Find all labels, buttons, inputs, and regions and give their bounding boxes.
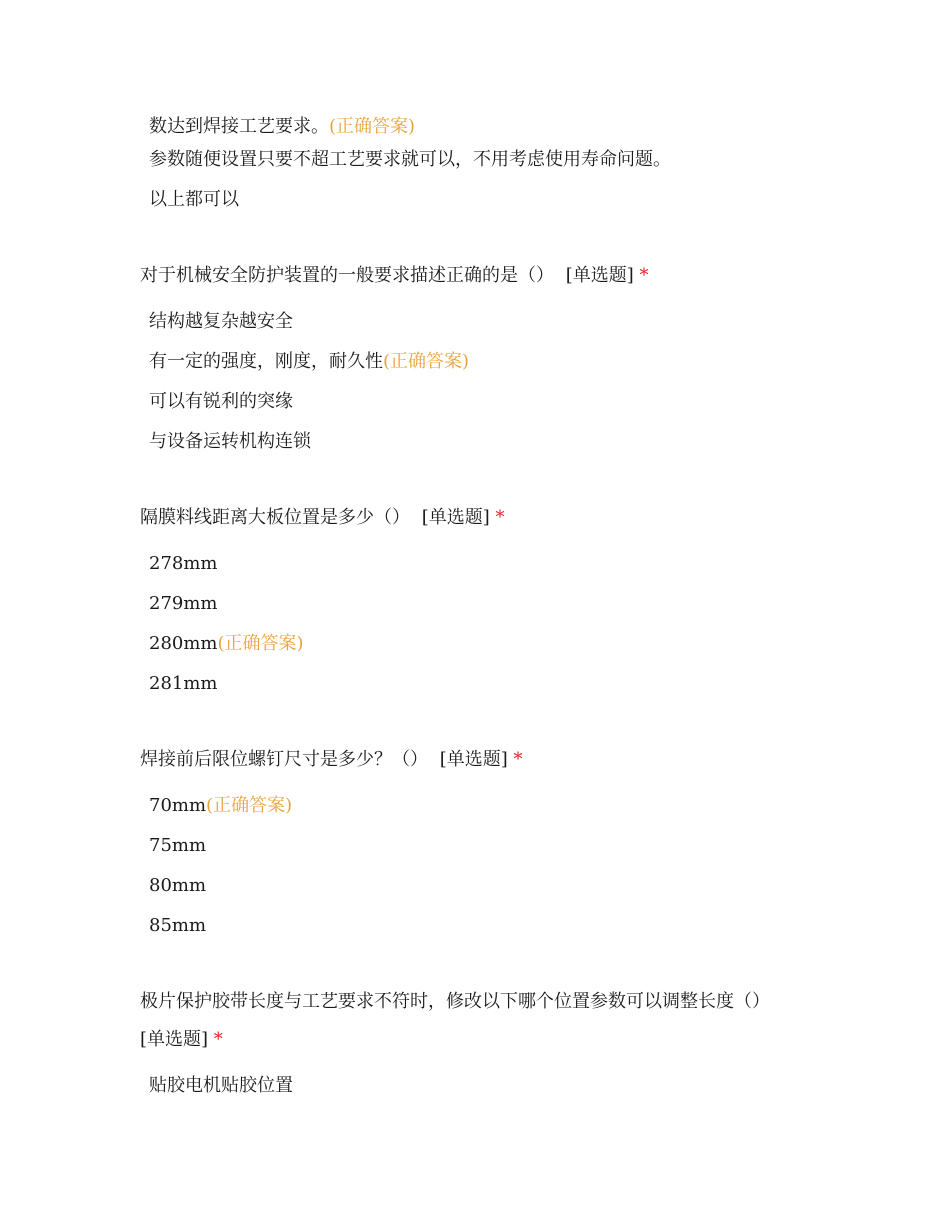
question-text: 极片保护胶带长度与工艺要求不符时，修改以下哪个位置参数可以调整长度（） [140,991,770,1012]
option [149,672,218,696]
option-text: 以上都可以 [149,189,239,210]
option-text: 75mm [149,835,207,856]
required-mark: * [513,749,523,770]
option-text: 可以有锐利的突缘 [149,391,293,412]
option [149,794,292,818]
question-text: 隔膜料线距离大板位置是多少（） [140,507,410,528]
correct-answer-tag: (正确答案) [383,351,470,372]
option-carryover-1 [149,115,415,139]
option-text: 280mm [149,633,218,654]
option [149,874,206,898]
question-type: [单选题] [140,1029,209,1050]
option [149,1074,293,1098]
question-title [140,506,505,530]
option [149,552,218,576]
option [149,310,293,334]
option [149,834,206,858]
option [149,390,293,414]
required-mark: * [495,507,505,528]
question-title [140,990,770,1014]
question-type: [单选题] [565,265,634,286]
option [149,914,206,938]
option [149,430,311,454]
option-text: 数达到焊接工艺要求。 [149,116,329,137]
option-text: 与设备运转机构连锁 [149,431,311,452]
correct-answer-tag: (正确答案) [217,633,304,654]
option-text: 85mm [149,915,207,936]
option-text: 281mm [149,673,218,694]
required-mark: * [213,1029,223,1050]
correct-answer-tag: (正确答案) [329,116,416,137]
required-mark: * [639,265,649,286]
option-text: 贴胶电机贴胶位置 [149,1075,293,1096]
question-type: [单选题] [421,507,490,528]
question-type: [单选题] [439,749,508,770]
option [149,632,304,656]
option-text: 有一定的强度，刚度，耐久性 [149,351,383,372]
question-text: 对于机械安全防护装置的一般要求描述正确的是（） [140,265,554,286]
option-carryover-3 [149,188,239,212]
option [149,592,218,616]
question-title-continued [140,1028,223,1052]
correct-answer-tag: (正确答案) [206,795,293,816]
option-text: 结构越复杂越安全 [149,311,293,332]
option-text: 参数随便设置只要不超工艺要求就可以，不用考虑使用寿命问题。 [149,149,671,170]
question-text: 焊接前后限位螺钉尺寸是多少？（） [140,749,428,770]
option-text: 278mm [149,553,218,574]
option-text: 279mm [149,593,218,614]
question-title [140,748,523,772]
option [149,350,469,374]
option-text: 70mm [149,795,207,816]
question-title [140,264,649,288]
option-carryover-2 [149,148,671,172]
option-text: 80mm [149,875,207,896]
